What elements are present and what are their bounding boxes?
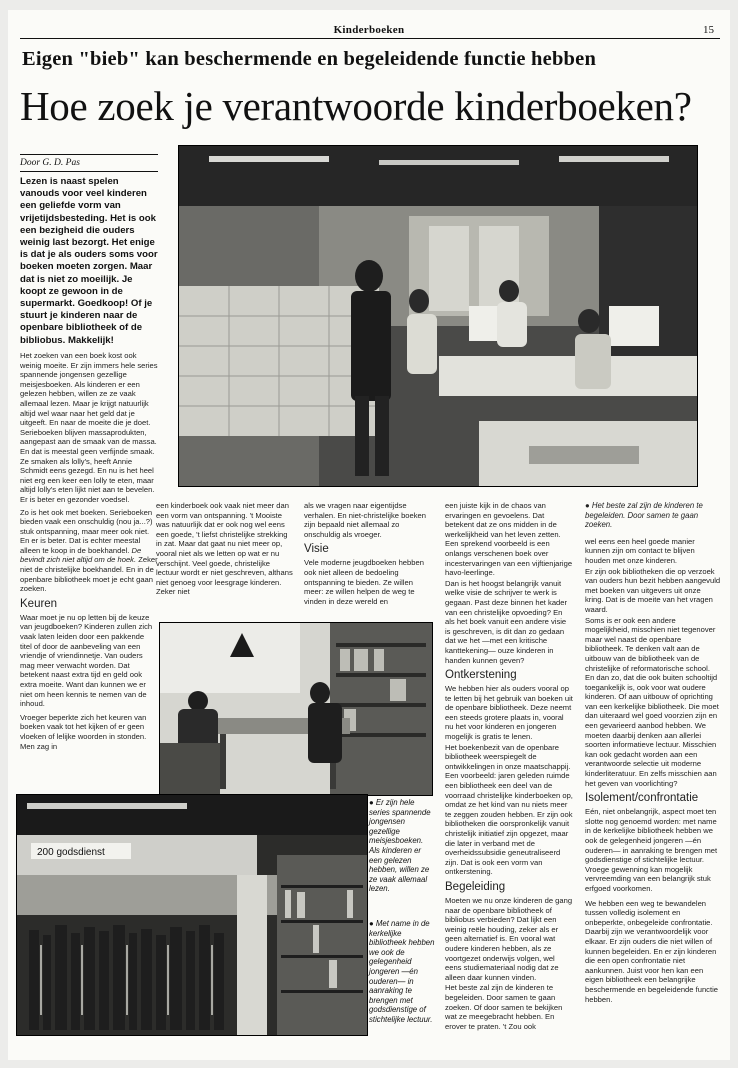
paragraph: Zo is het ook met boeken. Serieboeken bieden vaak een onschuldig (nou ja...?) stuk ontspanning, maar meer ook niet. En er is beter. Dat is echter meestal alleen te koop in de boekhandel. De bevindt zich niet altijd om de hoek. Zeker niet de christelijke boekhandel. En in de openbare bibliotheek moet je echt gaan zoeken. — [20, 507, 158, 594]
subheading-keuren: Keuren — [20, 597, 58, 610]
paragraph: als we vragen naar eigentijdse verhalen. En niet-christelijke boeken zijn bepaald niet allemaal zo onschuldig als vroeger. — [304, 501, 426, 539]
photo-caption-church-library: ● Met name in de kerkelijke bibliotheek hebben we ook de gelegenheid jongeren —én ouderen— in aanraking te brengen met godsdienstige of stichtelijke lectuur. — [369, 919, 435, 1024]
column-2 — [156, 501, 294, 598]
paragraph: Eén, niet onbelangrijk, aspect moet ten slotte nog genoemd worden: met name in de kerkelijke bibliotheek hebben we ook de gelegenheid jongeren —én ouderen— in aanraking te brengen met godsdienstige of stichtelijke lectuur. Vroege gewenning kan mogelijk vervreemding van een belangrijk stuk erfgoed voorkomen. — [585, 807, 718, 893]
section-header: Kinderboeken — [333, 24, 405, 36]
paragraph: Het boekenbezit van de openbare bibliotheek weerspiegelt de ontwikkelingen in onze maatschappij. Een voorbeeld: jaren geleden ruimde een bibliotheek een deel van de voorraad christelijke kinderboeken op, omdat ze het kind van nu niets meer te zeggen zouden hebben. Er zijn ook bibliotheken die oorspronkelijk vanuit christelijk initiatief zijn opgezet, maar die later in verband met de overheidssubsidie geneutraliseerd zijn. Dat is ook een vorm van ontkerstening. — [445, 742, 573, 877]
photo-bookshelves — [16, 794, 368, 1036]
paragraph: Het zoeken van een boek kost ook weinig moeite. Er zijn immers hele series spannende jongensen gezellige meisjesboeken. Als kinderen er een gelezen hebben, willen ze ze vaak allemaal lezen. Maar je krijgt natuurlijk altijd wel waar naar het geld dat je uitgeeft. En naar de moeite die je doet. Serieboeken blijven massaprodukten, aangepast aan de smaak van de massa. En dat is meestal geen verfijnde smaak. Ze smaken als lolly's, heeft Annie Schmidt eens gezegd. En nu is het heel niet erg een keer een lolly te eten, maar altijd lolly's eten lijkt niet aan te bevelen. Er is beter en gezonder voedsel. — [20, 351, 158, 504]
caption-bullet-icon: ● — [585, 501, 590, 510]
paragraph: Dan is het hoogst belangrijk vanuit welke visie de schrijver te werk is gegaan. Past deze binnen het kader van een christelijke opvoeding? En als het boek vanuit een andere visie is geschreven, is dit dan zo gedaan dat we het —met een kritische kanttekening— ouze kinderen in handen kunnen geven? — [445, 578, 568, 665]
subheading-visie: Visie — [304, 543, 329, 556]
caption-bullet-icon: ● — [369, 798, 374, 807]
bookshelves-illustration — [17, 795, 367, 1035]
article-headline: Hoe zoek je verantwoorde kinderboeken? — [20, 83, 692, 129]
column-1 — [20, 351, 158, 752]
header-rule — [20, 38, 720, 39]
paragraph: Er zijn ook bibliotheken die op verzoek van ouders hun bezit hebben aangevuld met boeken van uitgevers uit onze kring. Dat is de moeite van het vragen waard. — [585, 566, 721, 614]
reading-room-illustration — [160, 623, 432, 795]
newspaper-page — [8, 10, 730, 1060]
paragraph: Soms is er ook een andere mogelijkheid, misschien niet tegenover maar wel naast de openbare bibliotheek. Te denken valt aan de uitbouw van de bibliotheek van de christelijke of reformatorische school. En dan zo, dat die ook buiten schooltijd toegankelijk is, ook voor wat oudere kinderen. Of aan uitbouw of oprichting van een kerkelijke bibliotheek. Die moet dan uiteraard wel goed voorzien zijn en een gevarieerd aanbod hebben. We moeten daarbij denken aan allerlei soorten informatieve lectuur. Misschien kan ook gedacht worden aan een verantwoorde selectie uit moderne kinderliteratuur. En zelfs misschien aan het geven van voorlichting? — [585, 615, 719, 788]
subheading-begeleiding: Begeleiding — [445, 880, 506, 893]
paragraph: wel eens een heel goede manier kunnen zijn om contact te blijven houden met onze kinderen. — [585, 536, 695, 565]
paragraph: Moeten we nu onze kinderen de gang naar de openbare bibliotheek of bibliobus verbieden? Dat lijkt een weinig reële houding, zeker als er geen alternatief is. En vooral wat oudere kinderen hebben, als ze voortgezet onderwijs volgen, wel eens studiemateriaal nodig dat ze alleen daar kunnen vinden. — [445, 895, 573, 982]
paragraph: Het beste zal zijn de kinderen te begeleiden. Door samen te gaan zoeken. Of door samen te bekijken wat ze meegebracht hebben. En erover te praten. 't Zou ook — [445, 983, 563, 1031]
article-kicker: Eigen "bieb" kan beschermende en begeleidende functie hebben — [22, 48, 597, 70]
subheading-ontkerstening: Ontkerstening — [445, 669, 517, 682]
photo-library-catalogue — [178, 145, 698, 487]
paragraph: We hebben een weg te bewandelen tussen volledig isolement en onbeperkte, onbegeleide confrontatie. Daarbij zijn we verantwoordelijk voor elkaar. Er zijn ouders die niet willen of kunnen begeleiden. En er zijn kinderen die een open confrontatie niet aankunnen. Juist voor hen kan een eigen bibliotheek een belangrijke beschermende en begeleidende functie hebben. — [585, 898, 718, 1004]
paragraph: een juiste kijk in de chaos van ervaringen en gevoelens. Dat betekent dat ze ons midden in de werkelijkheid van het leven zetten. Een sprekend voorbeeld is een onlangs verschenen boek over incestervaringen van een vijftienjarige havo-leerlinge. — [445, 501, 573, 578]
column-5 — [585, 501, 721, 1005]
library-interior-illustration — [179, 146, 697, 486]
photo-reading-room — [159, 622, 433, 796]
subheading-isolement: Isolement/confrontatie — [585, 792, 699, 805]
page-number: 15 — [703, 24, 714, 36]
paragraph: Waar moet je nu op letten bij de keuze van jeugdboeken? Kinderen zullen zich vaak laten leiden door een pakkende titel of door de aanbeveling van een vriendje of vriendinnetje. Van ouders mag meer verwacht worden. Dat betekent naast extra tijd en geld ook extra moeite. Want dan kunnen we er niet om heen kennis te nemen van de inhoud. — [20, 612, 153, 709]
paragraph: een kinderboek ook vaak niet meer dan een vorm van ontspanning. 't Mooiste was natuurlijk dat er ook nog wel eens een goede, 't liefst christelijke strekking in zat. Maar dat gaat nu niet meer op, vooral niet als we letten op wat er nu verschijnt. Veel goede, christelijke lectuur wordt er niet geschreven, althans niet genoeg voor leesgrage kinderen. Zeker niet — [156, 501, 293, 597]
photo-caption-series: ● Er zijn hele series spannende jongensen gezellige meisjesboeken. Als kinderen er een gelezen hebben, willen ze ze vaak allemaal lezen. — [369, 798, 431, 894]
byline: Door G. D. Pas — [20, 154, 158, 172]
column-4 — [445, 501, 573, 1032]
column-3 — [304, 501, 432, 607]
italic-sentence: De bevindt zich niet altijd om de hoek. — [20, 545, 142, 565]
paragraph: We hebben hier als ouders vooral op te letten bij het gebruik van boeken uit de openbare bibliotheek. Deze neemt een steeds grotere plaats in, vooral nu het voor kinderen en jongeren mogelijk is gratis te lenen. — [445, 684, 573, 742]
caption-bullet-icon: ● — [369, 919, 374, 928]
lead-paragraph: Lezen is naast spelen vanouds voor veel kinderen een geliefde vorm van vrijetijdsbesteding. Het is ook een bezigheid die ouders weinig last bezorgt. Het enige is dat je als ouders soms voor boeken moeten zorgen. Maar dat is niet zo moeilijk. Je koopt ze gewoon in de supermarkt. Goedkoop! Of je stuurt je kinderen naar de openbare bibliotheek of de bibliobus. Makkelijk! — [20, 176, 158, 346]
paragraph: Vroeger beperkte zich het keuren van boeken vaak tot het kijken of er geen vloeken of lelijke woorden in stonden. Men zag in — [20, 712, 147, 751]
paragraph: Vele moderne jeugdboeken hebben ook niet alleen de bedoeling ontspanning te bieden. Ze willen meer: ze willen helpen de weg te vinden in deze wereld en — [304, 558, 424, 606]
photo-caption-top: ● Het beste zal zijn de kinderen te begeleiden. Door samen te gaan zoeken. — [585, 501, 703, 530]
photo-sign-text: 200 godsdienst — [37, 847, 105, 858]
